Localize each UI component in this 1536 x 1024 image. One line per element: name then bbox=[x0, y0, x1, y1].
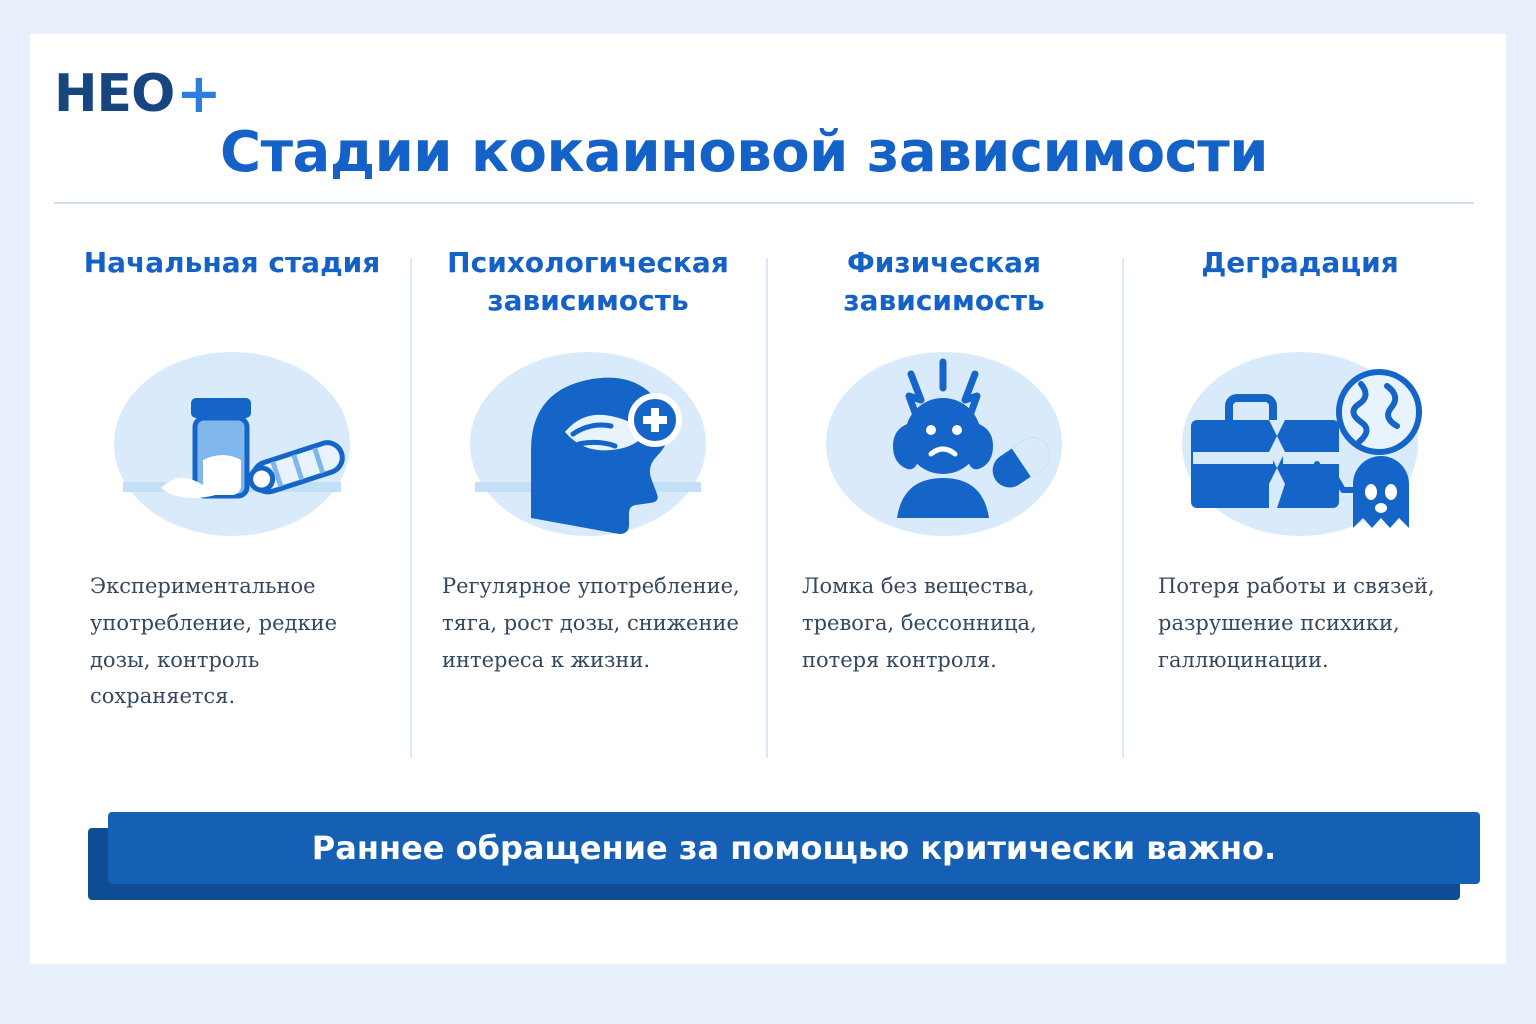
frame-band-right bbox=[1506, 0, 1536, 1024]
stage-title: Начальная стадия bbox=[83, 246, 381, 279]
brand-logo-letter-o: O bbox=[131, 64, 175, 124]
title-divider bbox=[54, 202, 1474, 204]
callout-banner-text: Раннее обращение за помощью критически важно. bbox=[311, 829, 1277, 867]
stages-row bbox=[54, 244, 1478, 774]
head-brain-craving-icon bbox=[459, 332, 717, 548]
brand-logo-letter-e: E bbox=[96, 64, 132, 124]
brand-logo-letter-n: H bbox=[54, 64, 97, 124]
pill-bottle-and-rolled-note-icon bbox=[103, 332, 361, 548]
brand-logo bbox=[54, 64, 221, 124]
brand-logo-plus-icon: + bbox=[176, 62, 221, 125]
poster-content bbox=[30, 34, 1506, 964]
stage-title: Психологическая зависимость bbox=[447, 246, 729, 317]
headache-withdrawal-icon bbox=[815, 332, 1073, 548]
stage-title: Физическая зависимость bbox=[843, 246, 1045, 317]
frame-band-top bbox=[0, 0, 1536, 34]
stage-column-1 bbox=[54, 244, 410, 774]
stage-description: Экспериментальное употребление, редкие дозы, контроль сохраняется. bbox=[90, 574, 338, 709]
broken-briefcase-ghost-icon bbox=[1171, 332, 1429, 548]
callout-banner bbox=[108, 812, 1480, 884]
stage-title: Деградация bbox=[1201, 246, 1399, 279]
stage-column-2 bbox=[410, 244, 766, 774]
stage-description: Регулярное употребление, тяга, рост дозы, снижение интереса к жизни. bbox=[442, 574, 740, 672]
frame-band-bottom bbox=[0, 964, 1536, 1024]
page-title: Стадии кокаиновой зависимости bbox=[220, 119, 1268, 185]
frame-band-left bbox=[0, 0, 30, 1024]
stage-column-3 bbox=[766, 244, 1122, 774]
stage-column-4 bbox=[1122, 244, 1478, 774]
stage-description: Потеря работы и связей, разрушение психики, галлюцинации. bbox=[1158, 574, 1435, 672]
stage-description: Ломка без вещества, тревога, бессонница, потеря контроля. bbox=[802, 574, 1037, 672]
